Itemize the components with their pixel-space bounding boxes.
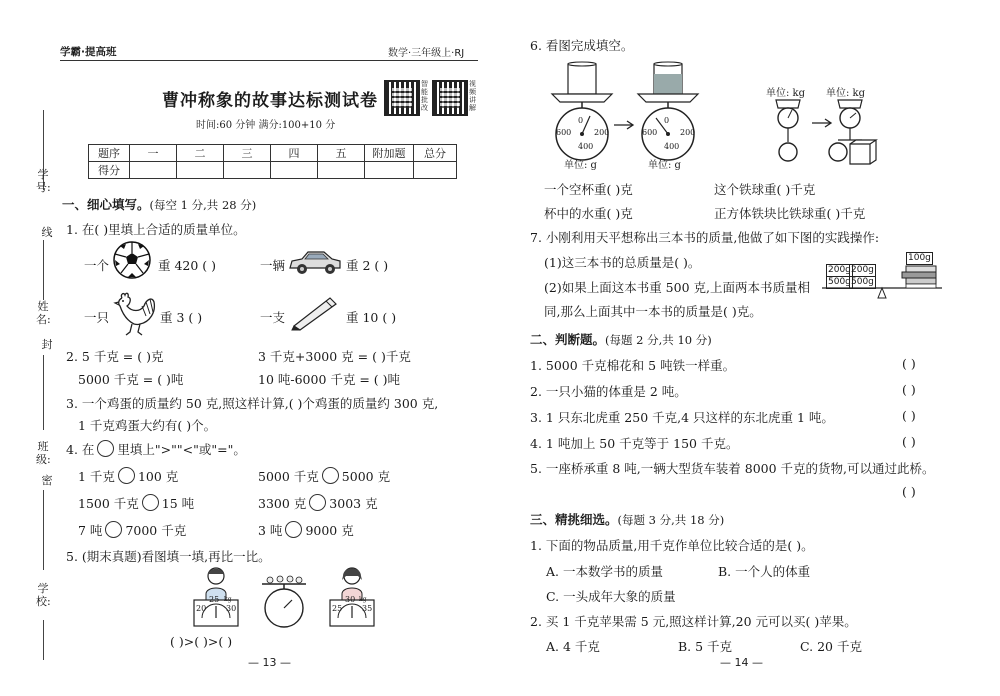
seal-line-text: 线 bbox=[41, 226, 53, 239]
cube-ball-spring-scale-icon bbox=[826, 96, 878, 168]
seal-secret-text: 密 bbox=[41, 474, 53, 487]
q4-right-value: 7000 千克 bbox=[125, 523, 187, 538]
q4-item bbox=[78, 467, 178, 485]
q4-suffix: 里填上">""<"或"="。 bbox=[117, 442, 246, 457]
dial1-600: 600 bbox=[556, 128, 572, 137]
compare-circle[interactable] bbox=[105, 521, 122, 538]
q2-b[interactable]: 3 千克+3000 克 = ( )千克 bbox=[258, 349, 411, 364]
c2-option-b[interactable]: B. 5 千克 bbox=[678, 639, 733, 654]
scale1-right-number: 30 bbox=[226, 604, 237, 613]
weight-100g: 100g bbox=[908, 253, 931, 263]
pencil-icon bbox=[290, 294, 340, 330]
section-1-title: 一、细心填写。 bbox=[62, 197, 150, 212]
section-1-note: (每空 1 分,共 28 分) bbox=[149, 198, 257, 212]
section-3-heading bbox=[530, 510, 724, 528]
binding-class-label: 班级: bbox=[36, 440, 51, 466]
dial2-200: 200 bbox=[680, 128, 696, 137]
binding-school-label: 学校: bbox=[36, 582, 51, 608]
q2-c[interactable]: 5000 千克 = ( )吨 bbox=[78, 372, 184, 387]
compare-circle[interactable] bbox=[118, 467, 135, 484]
q4-left-value: 5000 千克 bbox=[258, 469, 319, 484]
page-title: 曹冲称象的故事达标测试卷 bbox=[162, 91, 378, 111]
section-2-note: (每题 2 分,共 10 分) bbox=[605, 333, 712, 347]
weight-200g-a: 200g bbox=[828, 265, 851, 275]
q1-rooster-label: 一只 bbox=[84, 310, 110, 325]
q4-item bbox=[258, 467, 390, 485]
q5-answer-line[interactable]: ( )>( )>( ) bbox=[170, 634, 233, 649]
page-number-right: — 14 — bbox=[720, 656, 763, 669]
judge-item-1: 1. 5000 千克棉花和 5 吨铁一样重。 bbox=[530, 358, 736, 373]
q4-left-value: 3300 克 bbox=[258, 496, 307, 511]
q7-part1[interactable]: (1)这三本书的总质量是( )。 bbox=[544, 255, 701, 270]
q1-pencil-blank[interactable]: 重 10 ( ) bbox=[346, 310, 397, 325]
judge-answer-1[interactable]: ( ) bbox=[902, 356, 916, 371]
football-icon bbox=[112, 240, 152, 280]
scale1-left-number: 20 bbox=[196, 604, 207, 613]
compare-circle[interactable] bbox=[142, 494, 159, 511]
section-1-heading bbox=[62, 195, 256, 213]
score-cell[interactable] bbox=[224, 162, 271, 179]
q6-b[interactable]: 这个铁球重( )千克 bbox=[714, 182, 816, 197]
q6-c[interactable]: 杯中的水重( )克 bbox=[544, 206, 633, 221]
c1-option-b[interactable]: B. 一个人的体重 bbox=[718, 564, 811, 579]
qr-label-grading: 智能批改 bbox=[421, 80, 428, 112]
seal-seal-text: 封 bbox=[41, 338, 53, 351]
q2-d[interactable]: 10 吨-6000 千克 = ( )吨 bbox=[258, 372, 401, 387]
choice-question-2[interactable]: 2. 买 1 千克苹果需 5 元,照这样计算,20 元可以买( )苹果。 bbox=[530, 614, 857, 629]
judge-item-2: 2. 一只小猫的体重是 2 吨。 bbox=[530, 384, 687, 399]
q1-car-blank[interactable]: 重 2 ( ) bbox=[346, 258, 389, 273]
judge-item-5: 5. 一座桥承重 8 吨,一辆大型货车装着 8000 千克的货物,可以通过此桥。 bbox=[530, 461, 935, 476]
q1-pencil-label: 一支 bbox=[260, 310, 286, 325]
q4-item bbox=[258, 494, 378, 512]
arrow-right-icon bbox=[614, 120, 636, 130]
binding-line bbox=[43, 240, 44, 300]
score-header-cell: 题序 bbox=[89, 145, 130, 162]
unit-g-label: 单位: g bbox=[564, 160, 597, 171]
q1-football-blank[interactable]: 重 420 ( ) bbox=[158, 258, 217, 273]
score-header-cell: 四 bbox=[271, 145, 318, 162]
binding-line bbox=[43, 355, 44, 430]
qr-label-video: 视频讲解 bbox=[469, 80, 476, 112]
q1-car-label: 一辆 bbox=[260, 258, 286, 273]
q4-right-value: 9000 克 bbox=[305, 523, 354, 538]
judge-answer-5[interactable]: ( ) bbox=[902, 484, 916, 499]
c2-option-c[interactable]: C. 20 千克 bbox=[800, 639, 862, 654]
q4-item bbox=[258, 521, 354, 539]
dial-scale-icon bbox=[256, 574, 312, 630]
scale3-unit: kg bbox=[359, 596, 367, 603]
scale3-right-number: 35 bbox=[362, 604, 373, 613]
scale1-top-number: 25 bbox=[209, 595, 220, 604]
c1-option-a[interactable]: A. 一本数学书的质量 bbox=[546, 564, 663, 579]
q4-item bbox=[78, 494, 194, 512]
q4-left-value: 3 吨 bbox=[258, 523, 283, 538]
weight-500g-a: 500g bbox=[828, 277, 851, 287]
score-cell[interactable] bbox=[271, 162, 318, 179]
dial1-200: 200 bbox=[594, 128, 610, 137]
q3-line2[interactable]: 1 千克鸡蛋大约有( )个。 bbox=[78, 418, 217, 433]
judge-answer-3[interactable]: ( ) bbox=[902, 408, 916, 423]
rooster-icon bbox=[110, 290, 156, 338]
dial2-400: 400 bbox=[664, 142, 680, 151]
scale1-unit: kg bbox=[224, 596, 232, 603]
section-2-heading bbox=[530, 330, 712, 348]
q4-left-value: 1 千克 bbox=[78, 469, 115, 484]
q1-football-label: 一个 bbox=[84, 258, 110, 273]
section-2-title: 二、判断题。 bbox=[530, 332, 606, 347]
dial2-600: 600 bbox=[642, 128, 658, 137]
page-number-left: — 13 — bbox=[248, 656, 291, 669]
score-header-cell: 五 bbox=[318, 145, 365, 162]
ball-spring-scale-icon bbox=[768, 96, 808, 168]
circle-placeholder-icon bbox=[97, 440, 114, 457]
scale3-left-number: 25 bbox=[332, 604, 343, 613]
compare-circle[interactable] bbox=[322, 467, 339, 484]
binding-name-label: 姓名: bbox=[36, 300, 51, 326]
q1-rooster-blank[interactable]: 重 3 ( ) bbox=[160, 310, 203, 325]
weight-200g-b: 200g bbox=[851, 265, 874, 275]
judge-item-3: 3. 1 只东北虎重 250 千克,4 只这样的东北虎重 1 吨。 bbox=[530, 410, 834, 425]
q4-prefix: 4. 在 bbox=[66, 442, 95, 457]
qr-code-grading[interactable] bbox=[384, 80, 420, 116]
question-5: 5. (期末真题)看图填一填,再比一比。 bbox=[66, 549, 271, 564]
q4-right-value: 5000 克 bbox=[341, 469, 391, 484]
q6-a[interactable]: 一个空杯重( )克 bbox=[544, 182, 633, 197]
judge-answer-2[interactable]: ( ) bbox=[902, 382, 916, 397]
score-table bbox=[88, 144, 457, 179]
q4-right-value: 3003 克 bbox=[329, 496, 378, 511]
question-1: 1. 在( )里填上合适的质量单位。 bbox=[66, 222, 246, 237]
binding-line bbox=[43, 620, 44, 660]
choice-question-1[interactable]: 1. 下面的物品质量,用千克作单位比较合适的是( )。 bbox=[530, 538, 814, 553]
score-header-cell: 总分 bbox=[414, 145, 457, 162]
q7-part2-line1: (2)如果上面这本书重 500 克,上面两本书质量相 bbox=[544, 280, 810, 295]
section-3-note: (每题 3 分,共 18 分) bbox=[617, 513, 725, 527]
q4-left-value: 7 吨 bbox=[78, 523, 103, 538]
score-cell[interactable] bbox=[414, 162, 457, 179]
compare-circle[interactable] bbox=[285, 521, 302, 538]
score-header-cell: 三 bbox=[224, 145, 271, 162]
unit-kg-label-1: 单位: kg bbox=[766, 88, 806, 99]
q4-instruction bbox=[66, 440, 246, 458]
score-header-cell: 一 bbox=[130, 145, 177, 162]
q4-left-value: 1500 千克 bbox=[78, 496, 139, 511]
q2-a[interactable]: 2. 5 千克 = ( )克 bbox=[66, 349, 164, 364]
dial2-zero: 0 bbox=[664, 116, 670, 125]
judge-item-4: 4. 1 吨加上 50 千克等于 150 千克。 bbox=[530, 436, 739, 451]
binding-line bbox=[43, 490, 44, 570]
q4-right-value: 15 吨 bbox=[161, 496, 195, 511]
car-icon bbox=[288, 248, 342, 276]
score-cell[interactable] bbox=[130, 162, 177, 179]
question-7: 7. 小刚利用天平想称出三本书的质量,他做了如下图的实践操作: bbox=[530, 230, 880, 245]
right-page bbox=[500, 0, 1000, 696]
dial1-400: 400 bbox=[578, 142, 594, 151]
c2-option-a[interactable]: A. 4 千克 bbox=[546, 639, 600, 654]
c1-option-c[interactable]: C. 一头成年大象的质量 bbox=[546, 589, 676, 604]
subject-label: 数学·三年级上·RJ bbox=[388, 48, 465, 59]
score-header-cell: 二 bbox=[177, 145, 224, 162]
compare-circle[interactable] bbox=[309, 494, 326, 511]
dial1-zero: 0 bbox=[578, 116, 584, 125]
score-header-cell: 附加题 bbox=[365, 145, 414, 162]
brand-logo: 学霸·提高班 bbox=[60, 46, 117, 58]
weight-500g-b: 500g bbox=[851, 277, 874, 287]
scale3-top-number: 30 bbox=[345, 595, 356, 604]
q6-d[interactable]: 正方体铁块比铁球重( )千克 bbox=[714, 206, 866, 221]
q3-line1[interactable]: 3. 一个鸡蛋的质量约 50 克,照这样计算,( )个鸡蛋的质量约 300 克, bbox=[66, 396, 439, 411]
binding-id-label: 学号: bbox=[36, 168, 51, 194]
q4-right-value: 100 克 bbox=[137, 469, 179, 484]
qr-code-video[interactable] bbox=[432, 80, 468, 116]
score-row-label: 得分 bbox=[89, 162, 130, 179]
header-rule bbox=[60, 60, 478, 61]
section-3-title: 三、精挑细选。 bbox=[530, 512, 618, 527]
exam-meta: 时间:60 分钟 满分:100+10 分 bbox=[196, 120, 336, 131]
score-cell[interactable] bbox=[365, 162, 414, 179]
q4-item bbox=[78, 521, 186, 539]
judge-answer-4[interactable]: ( ) bbox=[902, 434, 916, 449]
question-6: 6. 看图完成填空。 bbox=[530, 38, 634, 53]
unit-g-label-2: 单位: g bbox=[648, 160, 681, 171]
score-cell[interactable] bbox=[177, 162, 224, 179]
binding-margin bbox=[0, 0, 58, 696]
score-cell[interactable] bbox=[318, 162, 365, 179]
unit-kg-label-2: 单位: kg bbox=[826, 88, 866, 99]
q7-part2-line2[interactable]: 同,那么上面其中一本书的质量是( )克。 bbox=[544, 304, 762, 319]
